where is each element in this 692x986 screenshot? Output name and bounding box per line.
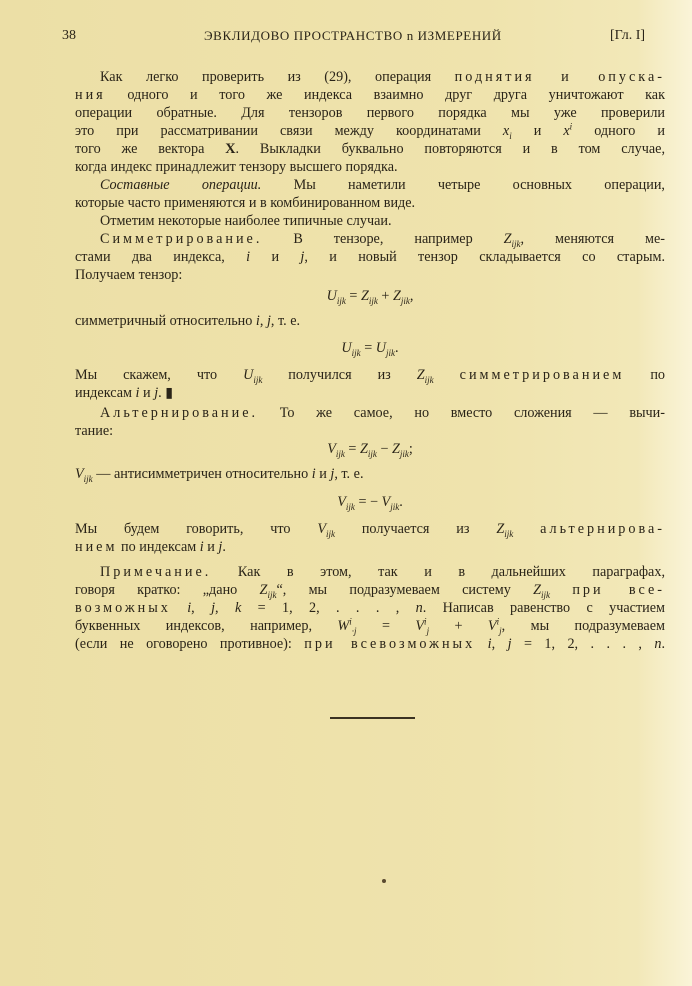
text-line <box>100 563 665 581</box>
text-segment: i <box>496 616 500 627</box>
text-segment: получился из <box>262 367 417 383</box>
text-segment: i <box>135 385 140 401</box>
text-segment: Примечание. <box>100 564 212 580</box>
text-segment: одного и того же индекса взаимно друг друга уничтожают как <box>105 87 665 103</box>
text-segment: при всевозможных <box>304 636 476 652</box>
text-segment: W <box>337 618 350 634</box>
text-segment: i <box>187 600 192 616</box>
text-segment: Получаем тензор: <box>75 267 183 283</box>
text-line <box>75 140 665 158</box>
text-segment: , <box>259 313 267 329</box>
text-segment: ijk <box>325 528 335 539</box>
text-segment: Z <box>259 582 268 598</box>
text-segment: ния <box>75 87 106 103</box>
text-line <box>75 617 665 635</box>
text-segment: и <box>139 385 155 401</box>
text-segment: Мы наметили четыре основных операции, <box>261 177 665 193</box>
text-segment: “, мы подразумеваем систему <box>276 582 534 598</box>
text-line <box>100 404 665 422</box>
text-segment: ijk <box>83 473 93 484</box>
text-segment: Z <box>533 582 542 598</box>
text-segment: при все- <box>572 582 665 598</box>
text-segment: j <box>426 625 430 636</box>
text-segment: , <box>191 600 212 616</box>
text-line <box>75 86 665 104</box>
text-segment: симметрированием <box>459 367 625 383</box>
text-segment: Составные операции. <box>100 177 262 193</box>
text-segment: которые часто применяются и в комбинированном виде. <box>75 195 416 211</box>
equation <box>75 287 665 305</box>
text-segment: говоря кратко: „дано <box>75 582 260 598</box>
text-segment: по индексам <box>117 539 200 555</box>
text-line <box>100 212 665 230</box>
text-segment: возможных <box>75 600 171 616</box>
text-segment: = <box>356 618 416 634</box>
text-segment: симметричный относительно <box>75 313 256 329</box>
text-segment: , <box>491 636 508 652</box>
text-segment: = 1, 2, . . . , <box>241 600 416 616</box>
text-segment: Отметим некоторые наиболее типичные случаи. <box>100 213 392 229</box>
text-segment: и <box>315 466 331 482</box>
text-segment: U <box>341 340 352 356</box>
text-line <box>75 312 665 330</box>
text-segment: ijk <box>335 448 345 459</box>
text-segment: и <box>250 249 301 265</box>
text-segment: = <box>345 288 361 304</box>
text-segment: . Написав равенство с участием <box>422 600 666 616</box>
text-segment: (если не оговорено противное): <box>75 636 305 652</box>
text-line <box>75 599 665 617</box>
text-segment: Мы будем говорить, что <box>75 521 318 537</box>
text-segment: получается из <box>334 521 497 537</box>
text-segment: i <box>349 616 352 627</box>
text-segment: U <box>243 367 254 383</box>
text-segment: . <box>222 539 226 555</box>
text-segment <box>550 582 572 598</box>
text-segment: V <box>337 494 346 510</box>
text-segment: ijk <box>424 374 434 385</box>
text-segment: j <box>266 313 271 329</box>
text-segment: j <box>218 539 223 555</box>
text-segment: того же вектора <box>75 141 226 157</box>
text-segment: тание: <box>75 423 114 439</box>
text-segment: i <box>199 539 204 555</box>
page-number: 38 <box>62 28 76 43</box>
text-line <box>75 366 665 384</box>
text-segment: ·j <box>351 625 357 636</box>
text-segment: нием <box>75 539 118 555</box>
text-segment: V <box>75 466 84 482</box>
text-segment: Z <box>360 288 369 304</box>
text-segment: индексам <box>75 385 136 401</box>
text-segment: альтернирова- <box>540 521 666 537</box>
text-segment: Альтернирование. <box>100 405 259 421</box>
text-segment: То же самое, но вместо сложения — вычи- <box>258 405 665 421</box>
text-segment <box>513 521 540 537</box>
text-segment: Z <box>496 521 505 537</box>
text-segment: x <box>563 123 570 139</box>
text-segment: V <box>415 618 425 634</box>
text-segment: − <box>376 441 392 457</box>
text-segment: U <box>375 340 387 356</box>
text-line <box>75 635 665 653</box>
text-segment: ijk <box>511 238 521 249</box>
text-segment: ijk <box>267 589 277 600</box>
text-line <box>75 122 665 140</box>
text-line <box>75 538 665 556</box>
text-segment: ijk <box>367 448 377 459</box>
text-segment: i <box>509 130 512 141</box>
text-segment: = <box>360 340 376 356</box>
text-segment: V <box>327 441 336 457</box>
text-segment: ijk <box>345 501 355 512</box>
running-title: ЭВКЛИДОВО ПРОСТРАНСТВО n ИЗМЕРЕНИЙ <box>204 28 502 43</box>
text-segment: i <box>246 249 251 265</box>
text-segment: Как в этом, так и в дальнейших параграфах, <box>211 564 665 580</box>
text-segment: U <box>326 288 337 304</box>
text-line <box>75 581 665 599</box>
text-segment: Симметрирование. <box>100 231 263 247</box>
text-segment: jik <box>399 448 409 459</box>
text-segment: , т. е. <box>270 313 301 329</box>
end-rule <box>330 717 415 719</box>
text-segment: V <box>487 618 497 634</box>
text-line <box>75 422 665 440</box>
text-segment: Как легко проверить из (29), операция <box>100 69 455 85</box>
text-segment: n <box>654 636 662 652</box>
text-segment: i <box>569 121 573 132</box>
text-segment: j <box>154 385 159 401</box>
chapter-label: [Гл. I] <box>610 28 646 43</box>
text-segment: , <box>215 600 235 616</box>
text-segment: = 1, 2, . . . , <box>511 636 655 652</box>
text-segment: стами два индекса, <box>75 249 247 265</box>
text-segment: и <box>203 539 219 555</box>
text-segment: одного и <box>572 123 665 139</box>
text-line <box>100 230 665 248</box>
text-segment: i <box>424 616 427 627</box>
text-segment: , мы подразумеваем <box>501 618 665 634</box>
text-segment: Мы скажем, что <box>75 367 244 383</box>
text-segment: i <box>311 466 316 482</box>
text-segment: jik <box>390 501 400 512</box>
text-segment: и <box>511 123 564 139</box>
text-segment: , меняются ме- <box>520 231 665 247</box>
text-segment: X <box>225 141 236 157</box>
text-segment: , <box>409 288 414 304</box>
text-line <box>75 465 665 483</box>
text-segment: Z <box>503 231 512 247</box>
text-segment: . <box>395 340 399 356</box>
text-segment: j <box>499 625 502 636</box>
text-segment: Z <box>392 288 401 304</box>
text-segment: j <box>507 636 512 652</box>
scan-speck <box>382 879 386 883</box>
text-segment: ; <box>408 441 413 457</box>
text-line <box>100 68 665 86</box>
text-segment: V <box>381 494 391 510</box>
text-line <box>75 520 665 538</box>
text-line <box>75 158 665 176</box>
text-line <box>75 384 665 402</box>
text-segment: ijk <box>336 295 346 306</box>
text-line <box>100 176 665 194</box>
text-segment: — антисимметричен относительно <box>92 466 312 482</box>
text-segment <box>475 636 487 652</box>
text-segment: поднятия и опуска- <box>454 69 665 85</box>
text-segment: ijk <box>253 374 263 385</box>
text-segment: , и новый тензор складывается со старым. <box>304 249 666 265</box>
text-line <box>75 266 665 284</box>
text-segment: x <box>502 123 510 139</box>
text-segment: это при рассматривании связи между координатами <box>75 123 503 139</box>
text-segment: ijk <box>504 528 514 539</box>
text-segment: V <box>317 521 326 537</box>
text-segment: , т. е. <box>334 466 364 482</box>
text-segment: Z <box>359 441 368 457</box>
text-segment <box>434 367 460 383</box>
text-segment <box>171 600 187 616</box>
text-segment: j <box>211 600 216 616</box>
text-line <box>75 104 665 122</box>
text-segment: ijk <box>541 589 551 600</box>
text-segment: . ▮ <box>158 385 174 401</box>
text-segment: = <box>344 441 360 457</box>
text-segment: k <box>234 600 242 616</box>
text-segment: операции обратные. Для тензоров первого порядка мы уже проверили <box>75 105 665 121</box>
equation <box>75 493 665 511</box>
text-line <box>75 248 665 266</box>
equation <box>75 440 665 458</box>
text-segment: jik <box>400 295 410 306</box>
text-segment: n <box>415 600 423 616</box>
text-segment: . Выкладки буквально повторяются и в том случае, <box>235 141 665 157</box>
equation <box>75 339 665 357</box>
text-segment: jik <box>386 347 396 358</box>
text-segment: i <box>255 313 260 329</box>
text-segment: ijk <box>351 347 361 358</box>
text-segment: . <box>661 636 666 652</box>
text-segment: + <box>429 618 488 634</box>
text-segment: Z <box>416 367 425 383</box>
text-segment: В тензоре, например <box>262 231 504 247</box>
text-line <box>75 194 665 212</box>
text-segment: j <box>300 249 305 265</box>
text-segment: + <box>377 288 393 304</box>
text-segment: ijk <box>368 295 378 306</box>
text-segment: . <box>399 494 403 510</box>
text-segment: когда индекс принадлежит тензору высшего порядка. <box>75 159 398 175</box>
text-segment: по <box>624 367 665 383</box>
text-segment: j <box>330 466 335 482</box>
text-segment: буквенных индексов, например, <box>75 618 338 634</box>
text-segment: Z <box>391 441 400 457</box>
text-segment: = − <box>354 494 382 510</box>
text-segment: i <box>487 636 492 652</box>
